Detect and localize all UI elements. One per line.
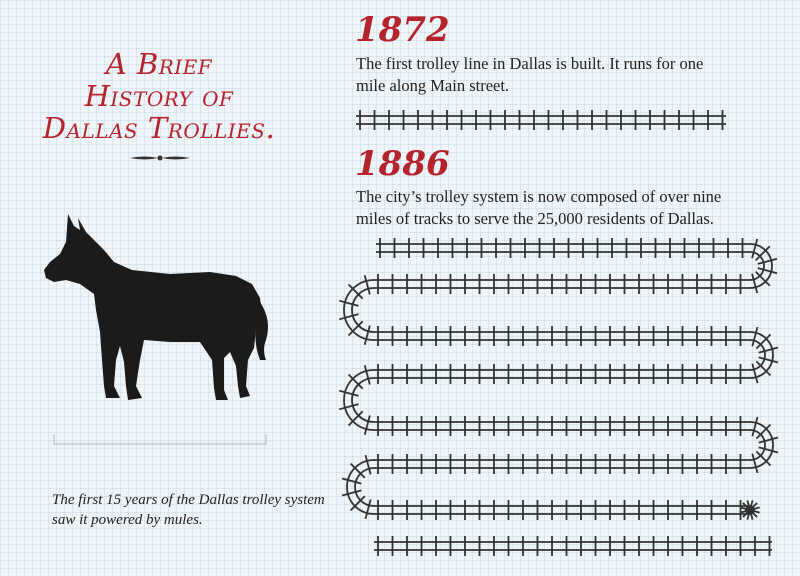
- title-line-1: A Brief: [105, 47, 213, 81]
- title-line-3: Dallas Trollies.: [42, 111, 276, 145]
- mule-caption: The first 15 years of the Dallas trolley system saw it powered by mules.: [52, 492, 325, 528]
- track-1886-icon: [339, 238, 778, 556]
- year-1886: 1886: [355, 144, 450, 184]
- title-line-2: History of: [84, 79, 234, 113]
- desc-1886: The city’s trolley system is now composed of over nine miles of tracks to serve the 25,000 residents of Dallas.: [356, 187, 722, 228]
- track-1872-icon: [356, 110, 726, 130]
- year-1872: 1872: [355, 10, 450, 50]
- desc-1872: The first trolley line in Dallas is built. It runs for one mile along Main street.: [356, 54, 704, 95]
